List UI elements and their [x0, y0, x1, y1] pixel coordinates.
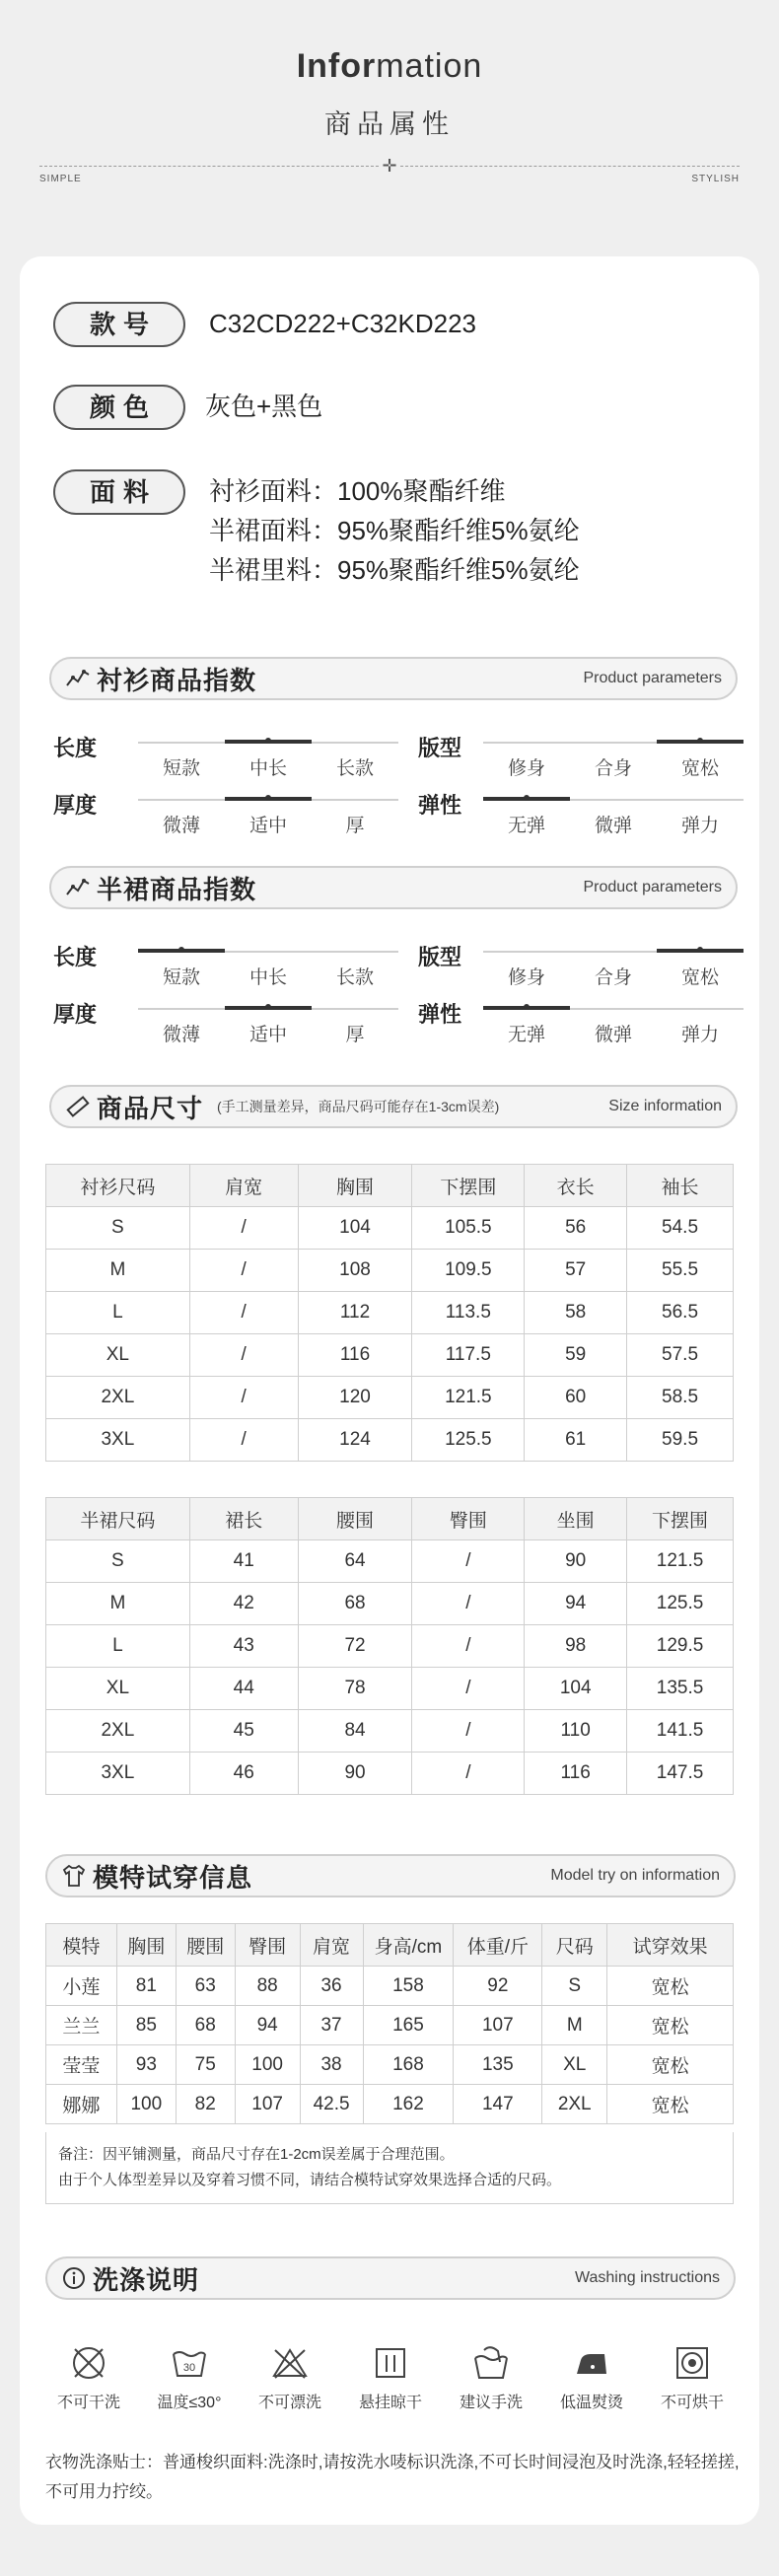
- size-en: Size information: [608, 1098, 722, 1114]
- table-header-cell: 身高/cm: [363, 1924, 454, 1967]
- index-marker-dot: [697, 738, 703, 744]
- attr-code-label: 款号: [53, 302, 185, 347]
- wash-item: [45, 2342, 132, 2412]
- table-cell: M: [46, 1250, 190, 1292]
- table-row: [46, 1419, 734, 1462]
- index-option: 厚: [345, 1025, 365, 1045]
- table-cell: 42.5: [300, 2085, 363, 2124]
- attr-fabric-lines: [209, 469, 580, 590]
- table-row: [46, 2006, 734, 2045]
- table-cell: 93: [116, 2045, 176, 2085]
- table-cell: /: [412, 1710, 525, 1753]
- index-option: 宽松: [680, 967, 719, 988]
- table-cell: 168: [363, 2045, 454, 2085]
- table-row: [46, 1625, 734, 1668]
- attr-code: [53, 302, 476, 347]
- table-cell: 94: [235, 2006, 300, 2045]
- table-header-row: [46, 1924, 734, 1967]
- wash-label: 温度≤30°: [157, 2395, 222, 2411]
- wash-item: [548, 2342, 635, 2412]
- trend-icon: [65, 666, 91, 691]
- table-cell: XL: [46, 1334, 190, 1377]
- model-table: [45, 1923, 734, 2124]
- shirt-size-table: [45, 1164, 734, 1462]
- table-cell: 124: [298, 1419, 412, 1462]
- table-cell: 宽松: [607, 2085, 734, 2124]
- shirt-index-bar: [49, 657, 738, 700]
- table-cell: 107: [235, 2085, 300, 2124]
- info-icon: [61, 2265, 87, 2291]
- table-cell: 64: [298, 1540, 412, 1583]
- table-header-cell: 模特: [46, 1924, 117, 1967]
- index-option: 弹力: [680, 1025, 719, 1045]
- no-tumble-dry-icon: [672, 2342, 713, 2384]
- index-label: 弹性: [418, 1002, 462, 1027]
- table-row: [46, 1710, 734, 1753]
- table-cell: L: [46, 1292, 190, 1334]
- table-cell: 58.5: [627, 1377, 734, 1419]
- table-cell: /: [412, 1668, 525, 1710]
- table-row: [46, 2045, 734, 2085]
- no-bleach-icon: [269, 2342, 311, 2384]
- index-row: [0, 998, 779, 1047]
- index-option: 厚: [345, 816, 365, 836]
- index-option: 长款: [335, 758, 374, 779]
- shirt-index-en: Product parameters: [583, 670, 722, 686]
- table-cell: 141.5: [627, 1710, 734, 1753]
- attr-color-value: 灰色+黑色: [205, 392, 323, 421]
- table-cell: 125.5: [627, 1583, 734, 1625]
- table-header-cell: 胸围: [298, 1165, 412, 1207]
- index-label: 弹性: [418, 793, 462, 818]
- table-cell: /: [189, 1250, 298, 1292]
- table-cell: 147.5: [627, 1753, 734, 1795]
- table-cell: 45: [189, 1710, 298, 1753]
- table-cell: 54.5: [627, 1207, 734, 1250]
- wash-30-icon: [169, 2342, 210, 2384]
- table-header-cell: 胸围: [116, 1924, 176, 1967]
- table-cell: 61: [525, 1419, 627, 1462]
- table-cell: 59: [525, 1334, 627, 1377]
- table-row: [46, 1668, 734, 1710]
- table-cell: 2XL: [46, 1377, 190, 1419]
- washing-icons: [45, 2342, 736, 2412]
- washing-bar: [45, 2256, 736, 2300]
- index-option: 微弹: [594, 816, 632, 836]
- table-header-cell: 试穿效果: [607, 1924, 734, 1967]
- table-cell: 84: [298, 1710, 412, 1753]
- table-header-cell: 袖长: [627, 1165, 734, 1207]
- header-title-bold: Infor: [296, 47, 377, 85]
- table-cell: 37: [300, 2006, 363, 2045]
- size-title: 商品尺寸: [97, 1093, 204, 1123]
- table-cell: 宽松: [607, 2006, 734, 2045]
- table-cell: 小莲: [46, 1967, 117, 2006]
- wash-label: 不可漂洗: [257, 2395, 321, 2411]
- table-cell: S: [46, 1207, 190, 1250]
- table-cell: 2XL: [542, 2085, 607, 2124]
- table-row: [46, 1377, 734, 1419]
- table-cell: 57.5: [627, 1334, 734, 1377]
- table-header-cell: 坐围: [525, 1498, 627, 1540]
- table-cell: 63: [176, 1967, 235, 2006]
- index-option: 中长: [248, 758, 287, 779]
- table-cell: 90: [525, 1540, 627, 1583]
- table-row: [46, 1292, 734, 1334]
- index-marker-dot: [524, 795, 530, 801]
- index-row: [0, 789, 779, 838]
- svg-text:30: 30: [182, 2362, 196, 2374]
- table-header-cell: 衬衫尺码: [46, 1165, 190, 1207]
- table-cell: /: [189, 1292, 298, 1334]
- table-cell: 41: [189, 1540, 298, 1583]
- table-cell: 121.5: [627, 1540, 734, 1583]
- table-cell: 3XL: [46, 1753, 190, 1795]
- table-cell: 112: [298, 1292, 412, 1334]
- header-right-word: STYLISH: [691, 174, 740, 184]
- index-option: 短款: [162, 758, 200, 779]
- table-cell: 56: [525, 1207, 627, 1250]
- table-cell: 104: [298, 1207, 412, 1250]
- model-title: 模特试穿信息: [93, 1862, 253, 1893]
- index-option: 弹力: [680, 816, 719, 836]
- skirt-size-table: [45, 1497, 734, 1795]
- table-cell: 兰兰: [46, 2006, 117, 2045]
- table-cell: 59.5: [627, 1419, 734, 1462]
- table-cell: 3XL: [46, 1419, 190, 1462]
- table-cell: 57: [525, 1250, 627, 1292]
- table-header-cell: 衣长: [525, 1165, 627, 1207]
- index-option: 无弹: [507, 1025, 545, 1045]
- table-cell: 107: [454, 2006, 542, 2045]
- index-marker-dot: [524, 1004, 530, 1010]
- table-cell: /: [412, 1625, 525, 1668]
- table-header-cell: 体重/斤: [454, 1924, 542, 1967]
- index-label: 厚度: [53, 1002, 98, 1027]
- table-cell: 135: [454, 2045, 542, 2085]
- table-header-cell: 腰围: [176, 1924, 235, 1967]
- index-row: [0, 732, 779, 781]
- table-cell: 110: [525, 1710, 627, 1753]
- table-header-cell: 臀围: [412, 1498, 525, 1540]
- table-row: [46, 1967, 734, 2006]
- table-cell: 42: [189, 1583, 298, 1625]
- fabric-line: 半裙面料：95%聚酯纤维5%氨纶: [209, 516, 580, 545]
- table-cell: 104: [525, 1668, 627, 1710]
- table-cell: 116: [525, 1753, 627, 1795]
- table-cell: 100: [116, 2085, 176, 2124]
- table-cell: L: [46, 1625, 190, 1668]
- table-cell: 78: [298, 1668, 412, 1710]
- fabric-line: 衬衫面料：100%聚酯纤维: [209, 476, 506, 506]
- table-cell: 44: [189, 1668, 298, 1710]
- table-cell: /: [189, 1334, 298, 1377]
- model-bar: [45, 1854, 736, 1897]
- table-header-cell: 肩宽: [189, 1165, 298, 1207]
- attr-color: [53, 385, 322, 430]
- index-option: 微薄: [162, 816, 200, 836]
- table-cell: 60: [525, 1377, 627, 1419]
- table-cell: 55.5: [627, 1250, 734, 1292]
- hand-wash-icon: [470, 2342, 512, 2384]
- table-cell: 娜娜: [46, 2085, 117, 2124]
- table-cell: 162: [363, 2085, 454, 2124]
- index-marker-dot: [697, 947, 703, 953]
- table-cell: M: [542, 2006, 607, 2045]
- table-row: [46, 1334, 734, 1377]
- table-cell: 121.5: [412, 1377, 525, 1419]
- shirt-icon: [61, 1863, 87, 1889]
- index-label: 版型: [418, 945, 462, 969]
- table-cell: 46: [189, 1753, 298, 1795]
- table-cell: 2XL: [46, 1710, 190, 1753]
- model-note-line: 由于个人体型差异以及穿着习惯不同，请结合模特试穿效果选择合适的尺码。: [58, 2172, 562, 2188]
- wash-item: [146, 2342, 233, 2412]
- table-cell: 68: [298, 1583, 412, 1625]
- table-cell: 85: [116, 2006, 176, 2045]
- crosshair-icon: ✛: [380, 156, 399, 176]
- table-cell: 宽松: [607, 1967, 734, 2006]
- table-cell: 56.5: [627, 1292, 734, 1334]
- table-cell: 81: [116, 1967, 176, 2006]
- table-cell: /: [412, 1583, 525, 1625]
- table-cell: 58: [525, 1292, 627, 1334]
- index-option: 中长: [248, 967, 287, 988]
- table-cell: /: [189, 1419, 298, 1462]
- washing-text: 衣物洗涤贴士：普通梭织面料:洗涤时,请按洗水唛标识洗涤,不可长时间浸泡及时洗涤,轻轻搓搓,不可用力拧绞。: [45, 2453, 740, 2501]
- wash-label: 不可烘干: [660, 2395, 724, 2411]
- header-subtitle: 商品属性: [324, 109, 455, 139]
- model-note: [45, 2132, 734, 2204]
- index-option: 长款: [335, 967, 374, 988]
- attr-fabric: [53, 469, 580, 590]
- index-option: 微薄: [162, 1025, 200, 1045]
- shirt-index-title: 衬衫商品指数: [97, 665, 257, 695]
- wash-label: 建议手洗: [459, 2395, 523, 2411]
- fabric-line: 半裙里料：95%聚酯纤维5%氨纶: [209, 555, 580, 585]
- attr-code-value: C32CD222+C32KD223: [209, 309, 477, 338]
- table-header-cell: 下摆围: [627, 1498, 734, 1540]
- table-cell: 125.5: [412, 1419, 525, 1462]
- wash-label: 悬挂晾干: [358, 2395, 422, 2411]
- table-cell: S: [46, 1540, 190, 1583]
- hang-dry-icon: [370, 2342, 411, 2384]
- attr-fabric-label: 面料: [53, 469, 185, 515]
- low-iron-icon: [571, 2342, 612, 2384]
- table-cell: 98: [525, 1625, 627, 1668]
- table-cell: 43: [189, 1625, 298, 1668]
- index-option: 短款: [162, 967, 200, 988]
- wash-item: [448, 2342, 534, 2412]
- table-cell: 117.5: [412, 1334, 525, 1377]
- table-cell: 116: [298, 1334, 412, 1377]
- wash-label: 低温熨烫: [559, 2395, 623, 2411]
- no-dry-clean-icon: [68, 2342, 109, 2384]
- table-cell: 135.5: [627, 1668, 734, 1710]
- index-option: 修身: [507, 967, 545, 988]
- model-en: Model try on information: [550, 1867, 720, 1884]
- table-header-cell: 臀围: [235, 1924, 300, 1967]
- table-cell: /: [412, 1540, 525, 1583]
- index-option: 合身: [594, 967, 632, 988]
- table-cell: 88: [235, 1967, 300, 2006]
- table-cell: 莹莹: [46, 2045, 117, 2085]
- index-label: 长度: [53, 736, 98, 760]
- attr-color-label: 颜色: [53, 385, 185, 430]
- table-cell: 129.5: [627, 1625, 734, 1668]
- table-cell: 165: [363, 2006, 454, 2045]
- table-cell: XL: [542, 2045, 607, 2085]
- table-cell: 宽松: [607, 2045, 734, 2085]
- table-cell: 109.5: [412, 1250, 525, 1292]
- index-option: 合身: [594, 758, 632, 779]
- header-left-word: SIMPLE: [39, 174, 82, 184]
- table-cell: 68: [176, 2006, 235, 2045]
- wash-item: [649, 2342, 736, 2412]
- trend-icon: [65, 875, 91, 900]
- table-cell: 100: [235, 2045, 300, 2085]
- header-title-light: mation: [376, 47, 483, 85]
- table-cell: /: [189, 1207, 298, 1250]
- washing-en: Washing instructions: [574, 2269, 720, 2286]
- table-row: [46, 1207, 734, 1250]
- table-header-cell: 半裙尺码: [46, 1498, 190, 1540]
- table-cell: XL: [46, 1668, 190, 1710]
- table-cell: 75: [176, 2045, 235, 2085]
- table-header-row: [46, 1498, 734, 1540]
- table-cell: 82: [176, 2085, 235, 2124]
- table-cell: M: [46, 1583, 190, 1625]
- wash-item: [247, 2342, 333, 2412]
- size-bar: [49, 1085, 738, 1128]
- wash-label: 不可干洗: [56, 2395, 120, 2411]
- table-cell: 147: [454, 2085, 542, 2124]
- table-header-cell: 肩宽: [300, 1924, 363, 1967]
- table-cell: S: [542, 1967, 607, 2006]
- skirt-index-bar: [49, 866, 738, 909]
- table-header-row: [46, 1165, 734, 1207]
- table-row: [46, 2085, 734, 2124]
- index-option: 宽松: [680, 758, 719, 779]
- table-header-cell: 下摆围: [412, 1165, 525, 1207]
- table-header-cell: 裙长: [189, 1498, 298, 1540]
- index-option: 无弹: [507, 816, 545, 836]
- table-cell: 105.5: [412, 1207, 525, 1250]
- index-option: 适中: [248, 1025, 287, 1045]
- index-row: [0, 941, 779, 990]
- model-note-line: 备注：因平铺测量，商品尺寸存在1-2cm误差属于合理范围。: [58, 2146, 455, 2163]
- table-cell: 113.5: [412, 1292, 525, 1334]
- table-cell: 90: [298, 1753, 412, 1795]
- header-title: [0, 47, 779, 86]
- index-label: 厚度: [53, 793, 98, 818]
- washing-title: 洗涤说明: [93, 2264, 200, 2295]
- index-label: 长度: [53, 945, 98, 969]
- table-cell: 38: [300, 2045, 363, 2085]
- table-header-cell: 尺码: [542, 1924, 607, 1967]
- table-cell: 158: [363, 1967, 454, 2006]
- skirt-index-en: Product parameters: [583, 879, 722, 895]
- index-option: 微弹: [594, 1025, 632, 1045]
- table-cell: 92: [454, 1967, 542, 2006]
- info-header: [0, 0, 779, 256]
- table-cell: 108: [298, 1250, 412, 1292]
- table-cell: 36: [300, 1967, 363, 2006]
- table-row: [46, 1753, 734, 1795]
- table-cell: 120: [298, 1377, 412, 1419]
- table-cell: /: [412, 1753, 525, 1795]
- table-row: [46, 1583, 734, 1625]
- table-row: [46, 1540, 734, 1583]
- index-option: 适中: [248, 816, 287, 836]
- table-cell: 94: [525, 1583, 627, 1625]
- wash-item: [347, 2342, 434, 2412]
- index-label: 版型: [418, 736, 462, 760]
- index-option: 修身: [507, 758, 545, 779]
- table-cell: 72: [298, 1625, 412, 1668]
- size-note: (手工测量差异，商品尺码可能存在1-3cm误差): [217, 1099, 500, 1114]
- skirt-index-title: 半裙商品指数: [97, 874, 257, 904]
- table-cell: /: [189, 1377, 298, 1419]
- ruler-icon: [65, 1094, 91, 1119]
- table-header-cell: 腰围: [298, 1498, 412, 1540]
- table-row: [46, 1250, 734, 1292]
